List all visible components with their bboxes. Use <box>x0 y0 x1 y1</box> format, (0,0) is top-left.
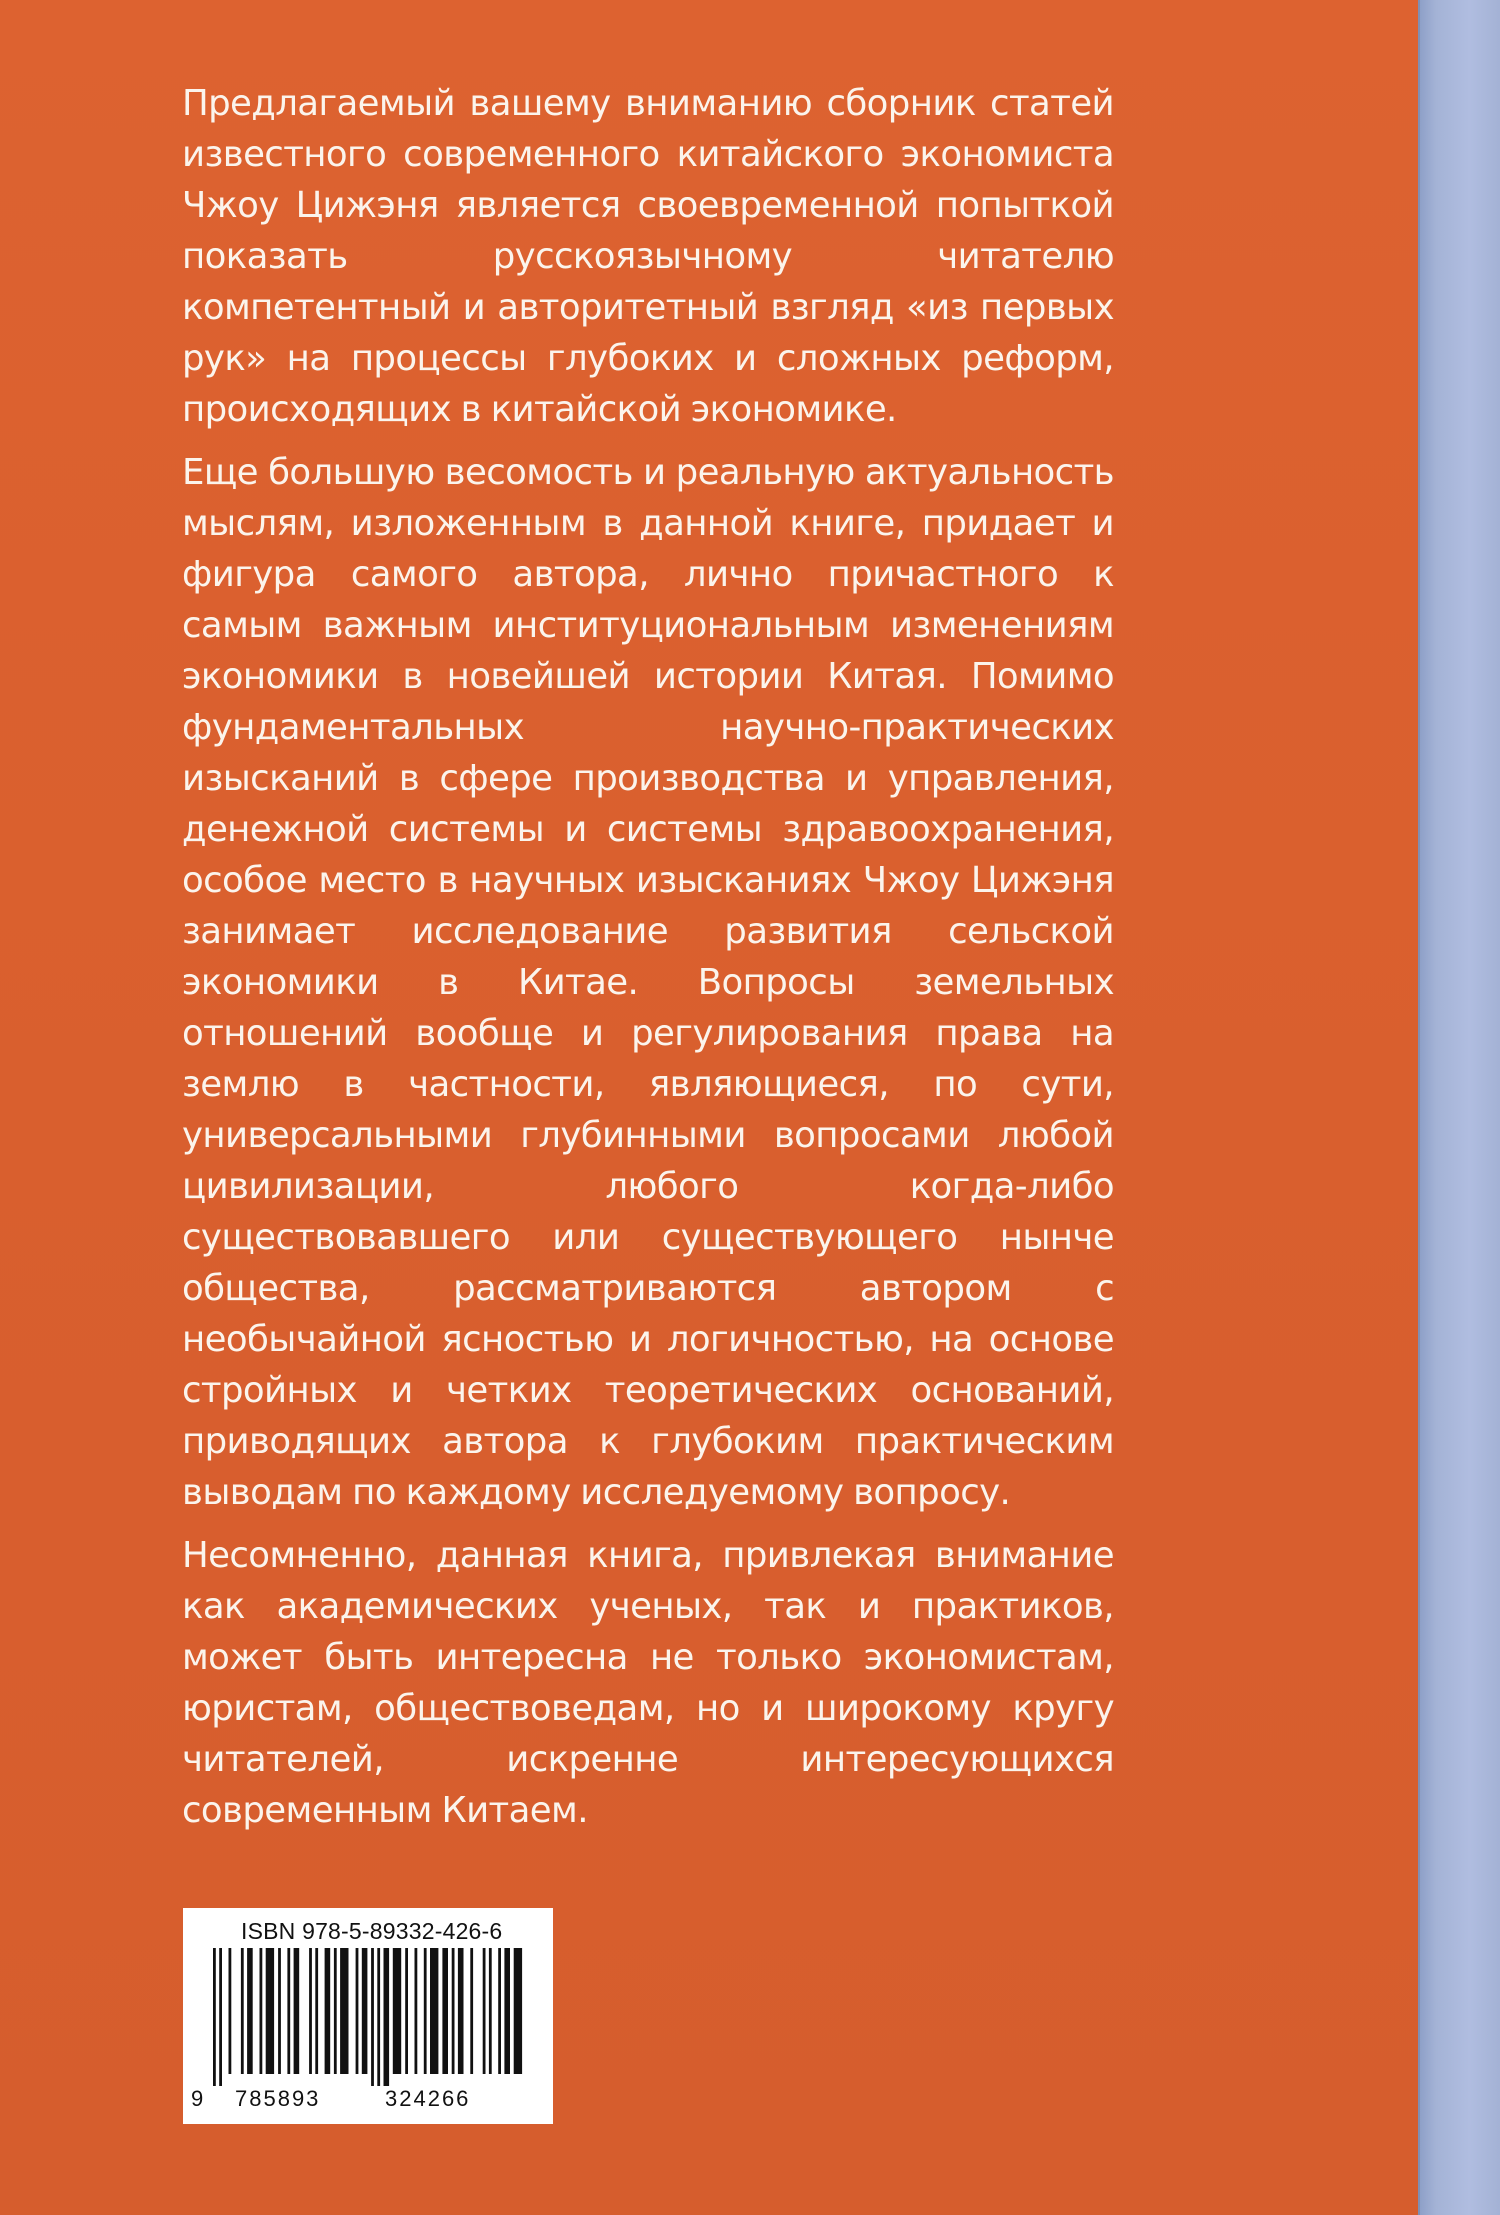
barcode-bar <box>315 1948 318 2074</box>
blurb-paragraph-3: Несомненно, данная книга, привлекая внимание как академических ученых, так и практиков, может быть интересна не только экономистам, юристам, обществоведам, но и широкому кругу читателей, искренне интересующихся современным Китаем. <box>182 1535 1114 1831</box>
barcode-bars <box>213 1948 523 2086</box>
barcode-bar <box>247 1948 253 2074</box>
barcode-bar <box>514 1948 522 2074</box>
barcode-bar <box>260 1948 263 2074</box>
barcode-bar <box>241 1948 244 2074</box>
barcode-digits-right: 324266 <box>385 2086 471 2111</box>
barcode-bar <box>325 1948 331 2074</box>
barcode-bar <box>356 1948 359 2074</box>
book-spine <box>1418 0 1500 2215</box>
barcode-digits-left: 785893 <box>235 2086 321 2111</box>
barcode-digit-first: 9 <box>191 2086 204 2111</box>
barcode-bar <box>340 1948 348 2074</box>
blurb-paragraph-1: Предлагаемый вашему вниманию сборник статей известного современного китайского экономиста Чжоу Цижэня является своевременной попыткой показать русскоязычному читателю компетентный и авторитетный взгляд «из первых рук» на процессы глубоких и сложных реформ, происходящих в китайской экономике. <box>182 83 1114 430</box>
barcode-bar <box>483 1948 486 2074</box>
barcode-bar <box>470 1948 473 2074</box>
barcode-bar <box>424 1948 427 2074</box>
blurb-paragraph-2: Еще большую весомость и реальную актуальность мыслям, изложенным в данной книге, придает и фигура самого автора, лично причастного к самым важным институциональным изменениям экономики в новейшей истории Китая. Помимо фундаментальных научно-практических изысканий в сфере производства и управления, денежной системы и системы здравоохранения, особое место в научных изысканиях Чжоу Цижэня занимает исследование развития сельской экономики в Китае. Вопросы земельных отношений вообще и регулирования права на землю в частности, являющиеся, по сути, универсальными глубинными вопросами любой цивилизации, любого когда-либо существовавшего или существующего нынче общества, рассматриваются автором с необычайной ясностью и логичностью, на основе стройных и четких теоретических оснований, приводящих автора к глубоким практическим выводам по каждому исследуемому вопросу. <box>182 452 1114 1513</box>
barcode-bar <box>377 1948 380 2086</box>
isbn-barcode-label <box>183 1908 553 2124</box>
barcode-bar <box>415 1948 418 2074</box>
barcode-bar <box>498 1948 501 2074</box>
barcode-bar <box>362 1948 368 2074</box>
barcode-bar <box>489 1948 492 2074</box>
barcode-bar <box>278 1948 281 2074</box>
barcode-bar <box>309 1948 312 2074</box>
barcode-bar <box>458 1948 464 2074</box>
barcode-bar <box>442 1948 448 2074</box>
barcode-bar <box>287 1948 290 2074</box>
barcode-bar <box>371 1948 374 2086</box>
barcode-bar <box>384 1948 390 2086</box>
barcode-bar <box>405 1948 408 2074</box>
barcode-bar <box>430 1948 438 2074</box>
barcode-bar <box>334 1948 337 2074</box>
barcode-bar <box>266 1948 274 2074</box>
barcode-bar <box>504 1948 510 2074</box>
blurb-text <box>182 78 1114 1848</box>
barcode-bar <box>393 1948 401 2074</box>
barcode-bar <box>294 1948 300 2074</box>
isbn-number: ISBN 978-5-89332-426-6 <box>241 1918 503 1944</box>
barcode-bar <box>452 1948 455 2074</box>
barcode-bar <box>229 1948 232 2074</box>
barcode-bar <box>213 1948 216 2086</box>
barcode-bar <box>219 1948 222 2086</box>
